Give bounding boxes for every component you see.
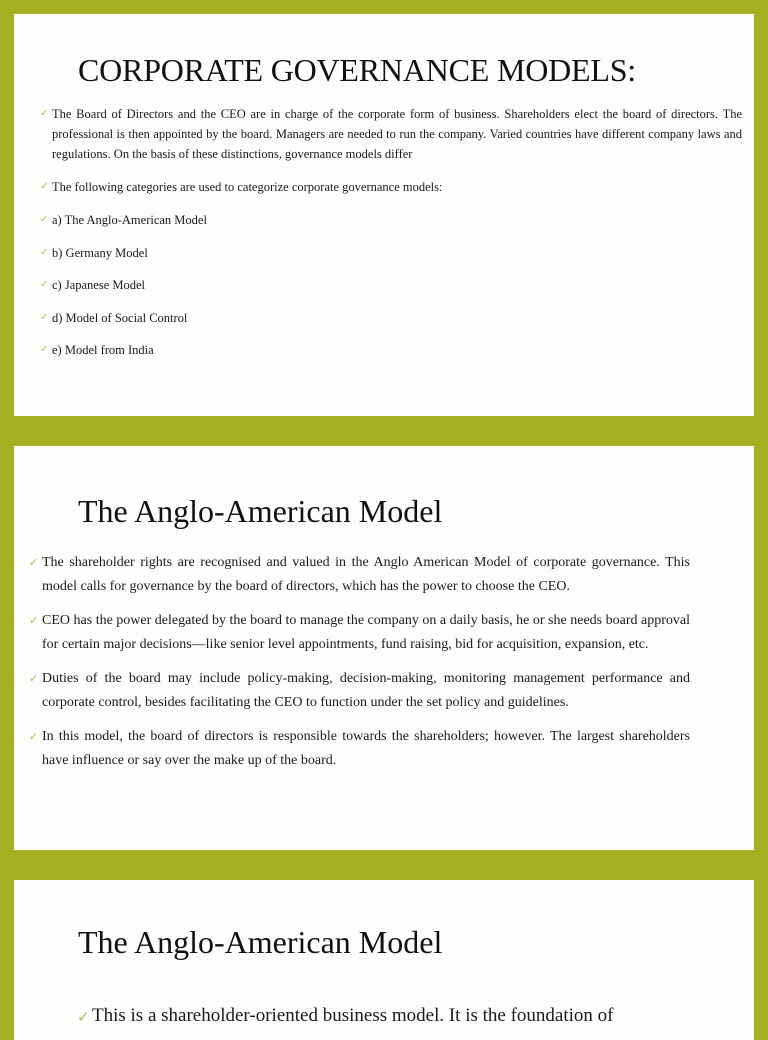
- slide-2-title: The Anglo-American Model: [78, 493, 443, 529]
- list-item: ✓ The following categories are used to categorize corporate governance models:: [52, 177, 742, 197]
- check-icon: ✓: [40, 279, 49, 290]
- list-item: ✓ CEO has the power delegated by the board to manage the company on a daily basis, he or she needs board approval for certain major decisions—like senior level appointments, fund raising, bid for acquisition, expansion, etc.: [42, 609, 690, 657]
- check-icon: ✓: [29, 730, 39, 743]
- check-icon: ✓: [40, 311, 49, 323]
- list-item: ✓ Duties of the board may include policy-making, decision-making, monitoring management performance and corporate control, besides facilitating the CEO to function under the set policy and guidelines.: [42, 667, 690, 715]
- check-icon: ✓: [29, 614, 39, 627]
- check-icon: ✓: [40, 214, 49, 225]
- slide-2-bullet-list: [29, 551, 690, 783]
- check-icon: ✓: [40, 246, 49, 258]
- slide-3: [14, 880, 754, 1040]
- list-item: ✓ This is a shareholder-oriented business model. It is the foundation of: [92, 1003, 712, 1029]
- list-item: ✓ b) Germany Model: [52, 243, 742, 263]
- slide-1-bullet-list: [40, 104, 742, 373]
- list-item: ✓ a) The Anglo-American Model: [52, 210, 742, 230]
- check-icon: ✓: [40, 344, 49, 355]
- list-item: ✓ e) Model from India: [52, 340, 742, 360]
- list-item: ✓ The Board of Directors and the CEO are in charge of the corporate form of business. Shareholders elect the board of directors. The professional is then appointed by the board. Managers are needed to run the company. Varied countries have different company laws and regulations. On the basis of these distinctions, governance models differ: [52, 104, 742, 164]
- check-icon: ✓: [29, 556, 39, 569]
- check-icon: ✓: [77, 1008, 90, 1026]
- check-icon: ✓: [29, 672, 39, 685]
- check-icon: ✓: [40, 181, 49, 192]
- list-item: ✓ In this model, the board of directors is responsible towards the shareholders; however. The largest shareholders have influence or say over the make up of the board.: [42, 725, 690, 773]
- slide-2: [14, 446, 754, 850]
- list-item: ✓ c) Japanese Model: [52, 275, 742, 295]
- check-icon: ✓: [40, 108, 49, 119]
- slide-1-title: CORPORATE GOVERNANCE MODELS:: [78, 52, 636, 88]
- slide-3-bullet-list: [77, 1003, 712, 1029]
- slide-1: [14, 14, 754, 416]
- list-item: ✓ d) Model of Social Control: [52, 308, 742, 328]
- slide-3-title: The Anglo-American Model: [78, 924, 443, 960]
- list-item: ✓ The shareholder rights are recognised and valued in the Anglo American Model of corporate governance. This model calls for governance by the board of directors, which has the power to choose the CEO.: [42, 551, 690, 599]
